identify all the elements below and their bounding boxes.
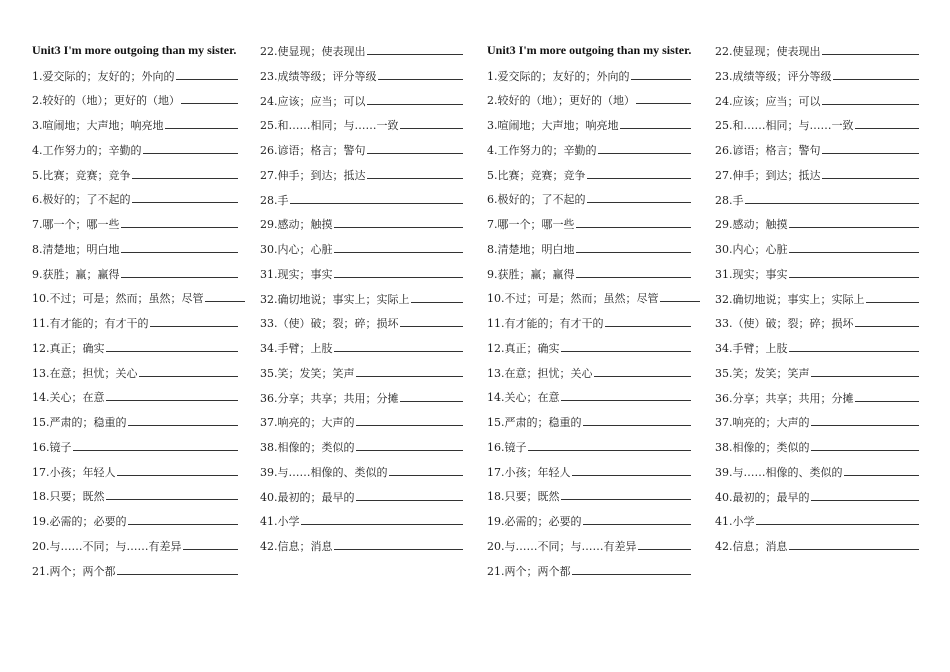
vocab-item-label: 30.内心；心脏 bbox=[260, 243, 333, 256]
vocab-item-label: 1.爱交际的；友好的；外向的 bbox=[32, 69, 175, 83]
vocab-item bbox=[260, 362, 463, 387]
vocab-item-label: 6.极好的；了不起的 bbox=[487, 193, 586, 207]
answer-blank[interactable] bbox=[833, 67, 919, 80]
answer-blank[interactable] bbox=[594, 364, 691, 377]
answer-blank[interactable] bbox=[165, 116, 238, 129]
vocab-list-22-42 bbox=[715, 40, 919, 560]
vocab-item-label: 12.真正；确实 bbox=[487, 341, 560, 355]
vocab-item bbox=[260, 164, 463, 189]
vocab-item-label: 12.真正；确实 bbox=[32, 341, 105, 355]
answer-blank[interactable] bbox=[822, 42, 919, 55]
vocab-item bbox=[260, 213, 463, 238]
vocab-item bbox=[32, 560, 245, 585]
right-page-column-2 bbox=[715, 40, 919, 560]
answer-blank[interactable] bbox=[789, 265, 919, 278]
vocab-item-label: 24.应该；应当；可以 bbox=[260, 94, 366, 108]
vocab-item-label: 18.只要；既然 bbox=[487, 490, 560, 504]
vocab-item-label: 37.响亮的；大声的 bbox=[715, 416, 810, 430]
vocab-item-label: 25.和……相同；与……一致 bbox=[715, 119, 854, 133]
vocab-item bbox=[715, 535, 919, 560]
vocab-item bbox=[487, 560, 700, 585]
vocab-item bbox=[715, 510, 919, 535]
vocab-item bbox=[487, 485, 700, 510]
left-page-column-2 bbox=[260, 40, 463, 560]
vocab-list-1-21 bbox=[32, 65, 245, 585]
worksheet-title: Unit3 I'm more outgoing than my sister. bbox=[32, 43, 237, 57]
vocab-item-label: 9.获胜；赢；赢得 bbox=[32, 267, 120, 281]
vocab-item-label: 33.（使）破；裂；碎；损坏 bbox=[260, 317, 399, 331]
vocab-item bbox=[715, 213, 919, 238]
vocab-item-label: 23.成绩等级；评分等级 bbox=[260, 69, 377, 83]
vocab-item-label: 29.感动；触摸 bbox=[715, 218, 788, 232]
vocab-item bbox=[487, 139, 700, 164]
answer-blank[interactable] bbox=[356, 364, 463, 377]
vocab-item-label: 10.不过；可是；然而；虽然；尽管 bbox=[32, 292, 204, 306]
vocab-item-label: 14.关心；在意 bbox=[487, 391, 560, 405]
answer-blank[interactable] bbox=[528, 438, 691, 451]
vocab-item-label: 42.信息；消息 bbox=[715, 540, 788, 553]
vocab-item bbox=[715, 65, 919, 90]
vocab-item-label: 11.有才能的；有才干的 bbox=[32, 317, 149, 331]
vocab-item-label: 22.使显现；使表现出 bbox=[715, 45, 821, 58]
vocab-item bbox=[487, 461, 700, 486]
vocab-item bbox=[715, 312, 919, 337]
vocab-item-label: 27.伸手；到达；抵达 bbox=[715, 168, 821, 182]
answer-blank[interactable] bbox=[106, 487, 238, 500]
vocab-item bbox=[260, 114, 463, 139]
vocab-item-label: 7.哪一个；哪一些 bbox=[32, 218, 120, 232]
vocab-item bbox=[32, 362, 245, 387]
vocab-item-label: 3.喧闹地；大声地；响亮地 bbox=[487, 119, 619, 133]
vocab-item-label: 32.确切地说；事实上；实际上 bbox=[260, 292, 410, 306]
right-page-column-1 bbox=[487, 40, 700, 584]
vocab-item bbox=[32, 411, 245, 436]
left-page-column-1 bbox=[32, 40, 245, 584]
vocab-item bbox=[715, 263, 919, 288]
answer-blank[interactable] bbox=[150, 314, 238, 327]
answer-blank[interactable] bbox=[576, 265, 691, 278]
vocab-item-label: 16.镜子 bbox=[32, 440, 72, 454]
answer-blank[interactable] bbox=[756, 512, 919, 525]
answer-blank[interactable] bbox=[811, 488, 919, 501]
answer-blank[interactable] bbox=[367, 166, 463, 179]
vocab-item-label: 37.响亮的；大声的 bbox=[260, 416, 355, 430]
vocab-item-label: 39.与……相像的、类似的 bbox=[260, 465, 388, 479]
vocab-item-label: 38.相像的；类似的 bbox=[260, 441, 355, 454]
answer-blank[interactable] bbox=[290, 191, 463, 204]
vocab-item bbox=[260, 65, 463, 90]
answer-blank[interactable] bbox=[301, 512, 463, 525]
vocab-item-label: 9.获胜；赢；赢得 bbox=[487, 267, 575, 281]
vocab-item bbox=[487, 411, 700, 436]
vocab-item-label: 29.感动；触摸 bbox=[260, 218, 333, 232]
answer-blank[interactable] bbox=[176, 67, 238, 80]
answer-blank[interactable] bbox=[356, 438, 463, 451]
vocab-item-label: 36.分享；共享；共用；分摊 bbox=[715, 391, 854, 405]
vocab-item-label: 40.最初的；最早的 bbox=[715, 490, 810, 504]
vocab-item bbox=[260, 238, 463, 263]
vocab-item bbox=[487, 337, 700, 362]
vocab-item bbox=[32, 485, 245, 510]
answer-blank[interactable] bbox=[356, 413, 463, 426]
vocab-item bbox=[487, 213, 700, 238]
answer-blank[interactable] bbox=[660, 289, 700, 302]
answer-blank[interactable] bbox=[561, 388, 691, 401]
vocab-item-label: 26.谚语；格言；警句 bbox=[260, 144, 366, 157]
vocab-item-label: 28.手 bbox=[260, 193, 289, 207]
answer-blank[interactable] bbox=[121, 265, 238, 278]
answer-blank[interactable] bbox=[367, 42, 463, 55]
answer-blank[interactable] bbox=[367, 92, 463, 105]
answer-blank[interactable] bbox=[334, 537, 463, 550]
answer-blank[interactable] bbox=[572, 562, 691, 575]
vocab-item bbox=[32, 213, 245, 238]
vocab-item-label: 33.（使）破；裂；碎；损坏 bbox=[715, 317, 854, 331]
vocab-item bbox=[32, 510, 245, 535]
answer-blank[interactable] bbox=[587, 190, 691, 203]
vocab-item bbox=[487, 312, 700, 337]
answer-blank[interactable] bbox=[620, 116, 691, 129]
answer-blank[interactable] bbox=[139, 364, 238, 377]
answer-blank[interactable] bbox=[789, 339, 919, 352]
vocab-item-label: 17.小孩；年轻人 bbox=[32, 465, 116, 479]
vocab-item-label: 32.确切地说；事实上；实际上 bbox=[715, 292, 865, 306]
vocab-item-label: 38.相像的；类似的 bbox=[715, 441, 810, 454]
vocab-item bbox=[260, 288, 463, 313]
answer-blank[interactable] bbox=[598, 141, 691, 154]
answer-blank[interactable] bbox=[132, 190, 238, 203]
vocab-item bbox=[260, 90, 463, 115]
answer-blank[interactable] bbox=[576, 215, 691, 228]
vocab-item bbox=[715, 40, 919, 65]
vocab-item-label: 36.分享；共享；共用；分摊 bbox=[260, 391, 399, 405]
answer-blank[interactable] bbox=[583, 413, 691, 426]
vocab-item bbox=[487, 362, 700, 387]
answer-blank[interactable] bbox=[378, 67, 463, 80]
vocab-item-label: 39.与……相像的、类似的 bbox=[715, 465, 843, 479]
worksheet-title: Unit3 I'm more outgoing than my sister. bbox=[487, 43, 692, 57]
vocab-item bbox=[715, 362, 919, 387]
answer-blank[interactable] bbox=[822, 166, 919, 179]
vocab-item bbox=[715, 288, 919, 313]
vocab-item bbox=[715, 337, 919, 362]
vocab-item-label: 15.严肃的；稳重的 bbox=[32, 416, 127, 430]
vocab-item-label: 16.镜子 bbox=[487, 440, 527, 454]
vocab-item bbox=[260, 510, 463, 535]
vocab-item-label: 14.关心；在意 bbox=[32, 391, 105, 405]
vocab-item bbox=[32, 89, 245, 114]
answer-blank[interactable] bbox=[811, 413, 919, 426]
vocab-item bbox=[715, 90, 919, 115]
vocab-item bbox=[715, 411, 919, 436]
answer-blank[interactable] bbox=[389, 463, 463, 476]
answer-blank[interactable] bbox=[334, 265, 463, 278]
vocab-item bbox=[487, 238, 700, 263]
vocab-item bbox=[715, 387, 919, 412]
answer-blank[interactable] bbox=[143, 141, 238, 154]
answer-blank[interactable] bbox=[73, 438, 238, 451]
answer-blank[interactable] bbox=[334, 339, 463, 352]
vocab-item-label: 21.两个；两个都 bbox=[487, 564, 571, 578]
answer-blank[interactable] bbox=[128, 512, 238, 525]
vocab-item bbox=[32, 65, 245, 90]
answer-blank[interactable] bbox=[561, 487, 691, 500]
vocab-item bbox=[32, 238, 245, 263]
answer-blank[interactable] bbox=[367, 141, 463, 154]
vocab-item-label: 17.小孩；年轻人 bbox=[487, 465, 571, 479]
answer-blank[interactable] bbox=[400, 314, 463, 327]
vocab-item bbox=[715, 139, 919, 164]
vocab-item bbox=[32, 114, 245, 139]
vocab-item bbox=[715, 436, 919, 461]
answer-blank[interactable] bbox=[855, 314, 919, 327]
answer-blank[interactable] bbox=[855, 389, 919, 402]
vocab-item bbox=[260, 486, 463, 511]
vocab-item bbox=[487, 510, 700, 535]
vocab-item bbox=[487, 535, 700, 560]
vocab-item bbox=[32, 337, 245, 362]
vocab-item-label: 13.在意；担忧；关心 bbox=[487, 366, 593, 380]
vocab-item-label: 27.伸手；到达；抵达 bbox=[260, 168, 366, 182]
answer-blank[interactable] bbox=[811, 364, 919, 377]
answer-blank[interactable] bbox=[400, 389, 463, 402]
vocab-item bbox=[487, 263, 700, 288]
vocab-item bbox=[715, 461, 919, 486]
answer-blank[interactable] bbox=[605, 314, 691, 327]
vocab-item-label: 10.不过；可是；然而；虽然；尽管 bbox=[487, 292, 659, 306]
vocab-item-label: 28.手 bbox=[715, 193, 744, 207]
vocab-item-label: 3.喧闹地；大声地；响亮地 bbox=[32, 119, 164, 133]
vocab-item bbox=[715, 238, 919, 263]
vocab-item bbox=[260, 312, 463, 337]
vocab-item-label: 31.现实；事实 bbox=[715, 267, 788, 281]
answer-blank[interactable] bbox=[789, 215, 919, 228]
answer-blank[interactable] bbox=[205, 289, 245, 302]
answer-blank[interactable] bbox=[400, 116, 463, 129]
answer-blank[interactable] bbox=[121, 215, 238, 228]
vocab-item bbox=[487, 114, 700, 139]
vocab-item bbox=[32, 461, 245, 486]
vocab-item-label: 30.内心；心脏 bbox=[715, 243, 788, 256]
vocab-item bbox=[32, 287, 245, 312]
answer-blank[interactable] bbox=[334, 240, 463, 253]
vocab-item-label: 41.小学 bbox=[260, 515, 300, 529]
vocab-item bbox=[260, 189, 463, 214]
vocab-item bbox=[32, 312, 245, 337]
answer-blank[interactable] bbox=[334, 215, 463, 228]
vocab-item bbox=[260, 535, 463, 560]
answer-blank[interactable] bbox=[106, 339, 238, 352]
vocab-item-label: 13.在意；担忧；关心 bbox=[32, 366, 138, 380]
answer-blank[interactable] bbox=[117, 562, 238, 575]
vocab-item-label: 5.比赛；竞赛；竞争 bbox=[487, 168, 586, 182]
answer-blank[interactable] bbox=[789, 537, 919, 550]
vocab-item-label: 6.极好的；了不起的 bbox=[32, 193, 131, 207]
answer-blank[interactable] bbox=[128, 413, 238, 426]
answer-blank[interactable] bbox=[411, 290, 463, 303]
vocab-item-label: 41.小学 bbox=[715, 515, 755, 529]
answer-blank[interactable] bbox=[183, 537, 238, 550]
vocab-item-label: 2.较好的（地）；更好的（地） bbox=[32, 94, 180, 108]
answer-blank[interactable] bbox=[631, 67, 691, 80]
vocab-item-label: 35.笑；发笑；笑声 bbox=[715, 366, 810, 380]
vocab-list-22-42 bbox=[260, 40, 463, 560]
answer-blank[interactable] bbox=[561, 339, 691, 352]
vocab-item bbox=[715, 189, 919, 214]
answer-blank[interactable] bbox=[855, 116, 919, 129]
vocab-item-label: 26.谚语；格言；警句 bbox=[715, 144, 821, 157]
vocab-item-label: 21.两个；两个都 bbox=[32, 564, 116, 578]
vocab-item-label: 35.笑；发笑；笑声 bbox=[260, 366, 355, 380]
vocab-item bbox=[260, 263, 463, 288]
vocab-item-label: 4.工作努力的；辛勤的 bbox=[487, 143, 597, 157]
answer-blank[interactable] bbox=[638, 537, 691, 550]
vocab-item bbox=[260, 139, 463, 164]
answer-blank[interactable] bbox=[106, 388, 238, 401]
vocab-item-label: 34.手臂；上肢 bbox=[260, 342, 333, 355]
vocab-item-label: 22.使显现；使表现出 bbox=[260, 45, 366, 58]
vocab-item bbox=[260, 40, 463, 65]
vocab-item bbox=[32, 436, 245, 461]
vocab-item-label: 19.必需的；必要的 bbox=[487, 515, 582, 529]
vocab-item-label: 24.应该；应当；可以 bbox=[715, 94, 821, 108]
vocab-item bbox=[32, 263, 245, 288]
vocab-item-label: 20.与……不同；与……有差异 bbox=[487, 539, 637, 553]
vocab-item-label: 20.与……不同；与……有差异 bbox=[32, 539, 182, 553]
vocab-item-label: 1.爱交际的；友好的；外向的 bbox=[487, 69, 630, 83]
answer-blank[interactable] bbox=[181, 91, 238, 104]
vocab-item bbox=[487, 287, 700, 312]
answer-blank[interactable] bbox=[572, 463, 691, 476]
vocab-item-label: 25.和……相同；与……一致 bbox=[260, 119, 399, 133]
answer-blank[interactable] bbox=[745, 191, 919, 204]
vocab-item-label: 23.成绩等级；评分等级 bbox=[715, 69, 832, 83]
vocab-item-label: 8.清楚地；明白地 bbox=[32, 242, 120, 256]
answer-blank[interactable] bbox=[576, 240, 691, 253]
answer-blank[interactable] bbox=[811, 438, 919, 451]
vocab-item bbox=[260, 436, 463, 461]
vocab-item-label: 42.信息；消息 bbox=[260, 540, 333, 553]
vocab-item bbox=[487, 188, 700, 213]
vocab-item bbox=[715, 114, 919, 139]
vocab-item-label: 19.必需的；必要的 bbox=[32, 515, 127, 529]
answer-blank[interactable] bbox=[866, 290, 919, 303]
vocab-item bbox=[487, 65, 700, 90]
vocab-item-label: 4.工作努力的；辛勤的 bbox=[32, 143, 142, 157]
vocab-item bbox=[260, 411, 463, 436]
vocab-item bbox=[32, 386, 245, 411]
vocab-item-label: 11.有才能的；有才干的 bbox=[487, 317, 604, 331]
vocab-item bbox=[260, 461, 463, 486]
vocab-item-label: 8.清楚地；明白地 bbox=[487, 242, 575, 256]
answer-blank[interactable] bbox=[132, 166, 238, 179]
vocab-item-label: 7.哪一个；哪一些 bbox=[487, 218, 575, 232]
vocab-item-label: 18.只要；既然 bbox=[32, 490, 105, 504]
answer-blank[interactable] bbox=[844, 463, 919, 476]
vocab-item-label: 31.现实；事实 bbox=[260, 267, 333, 281]
answer-blank[interactable] bbox=[587, 166, 691, 179]
answer-blank[interactable] bbox=[356, 488, 463, 501]
vocab-item-label: 5.比赛；竞赛；竞争 bbox=[32, 168, 131, 182]
vocab-item-label: 2.较好的（地）；更好的（地） bbox=[487, 94, 635, 108]
answer-blank[interactable] bbox=[822, 92, 919, 105]
vocab-list-1-21 bbox=[487, 65, 700, 585]
vocab-item bbox=[715, 486, 919, 511]
vocab-item bbox=[32, 188, 245, 213]
vocab-item-label: 40.最初的；最早的 bbox=[260, 490, 355, 504]
vocab-item bbox=[487, 89, 700, 114]
vocab-item-label: 34.手臂；上肢 bbox=[715, 342, 788, 355]
vocab-item bbox=[715, 164, 919, 189]
vocab-item bbox=[487, 386, 700, 411]
answer-blank[interactable] bbox=[822, 141, 919, 154]
vocab-item bbox=[32, 535, 245, 560]
answer-blank[interactable] bbox=[789, 240, 919, 253]
answer-blank[interactable] bbox=[583, 512, 691, 525]
vocab-item bbox=[487, 164, 700, 189]
answer-blank[interactable] bbox=[636, 91, 691, 104]
vocab-item bbox=[32, 164, 245, 189]
answer-blank[interactable] bbox=[121, 240, 238, 253]
vocab-item-label: 15.严肃的；稳重的 bbox=[487, 416, 582, 430]
vocab-item bbox=[32, 139, 245, 164]
vocab-item bbox=[487, 436, 700, 461]
vocab-item bbox=[260, 387, 463, 412]
answer-blank[interactable] bbox=[117, 463, 238, 476]
vocab-item bbox=[260, 337, 463, 362]
